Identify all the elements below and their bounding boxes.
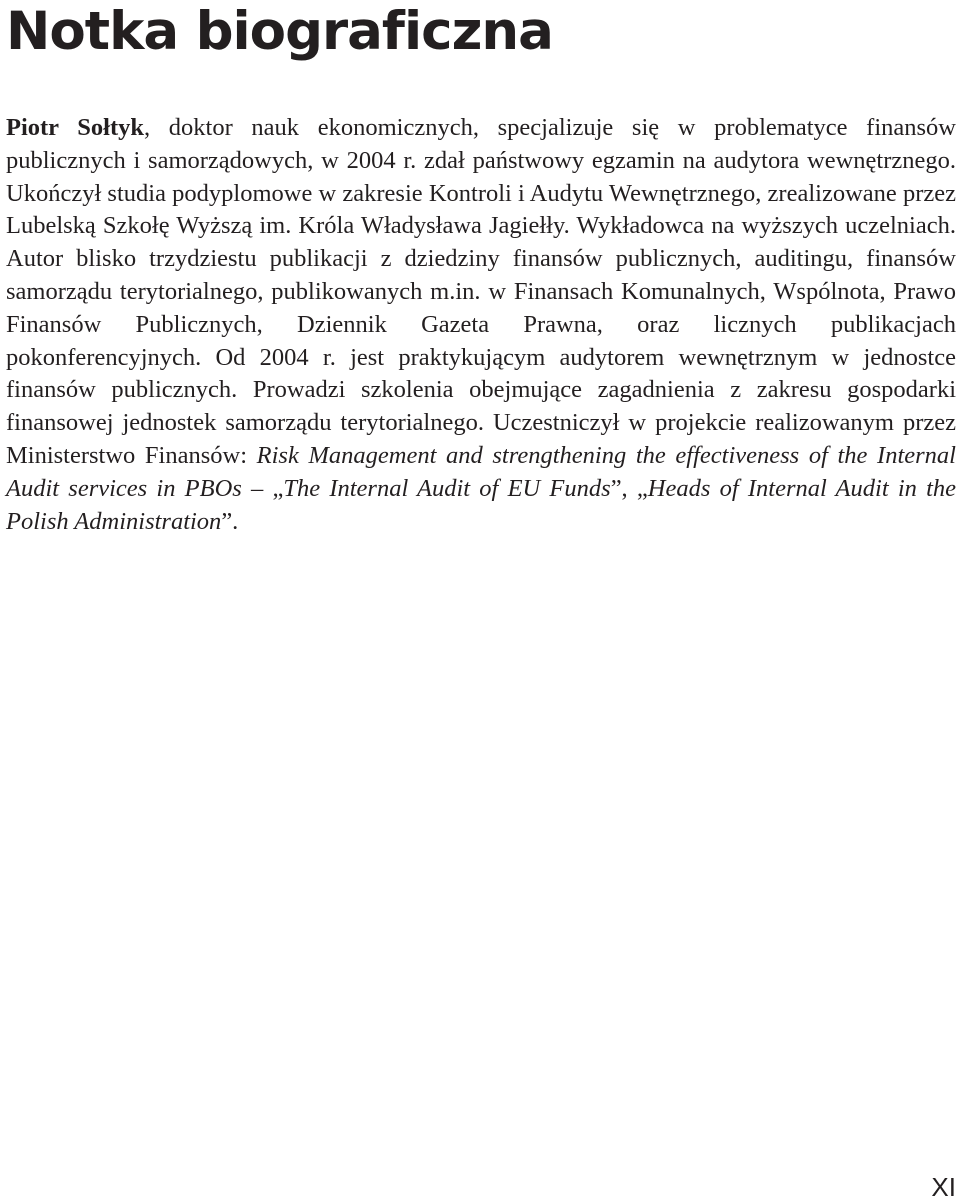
project-title: Risk Management and strengthening the effectiveness of the Internal Audit services in PBOs [6,441,956,502]
author-name: Piotr Sołtyk [6,114,144,141]
project-separator: – „ [241,474,284,502]
page-number: XI [931,1172,956,1202]
bio-text: , doktor nauk ekonomicznych, specjalizuje się w problematyce finansów publicznych i samorządowych, w 2004 r. zdał państwowy egzamin na audytora wewnętrznego. Ukończył studia podyplomowe w zakresie Kontroli i Audytu Wewnętrznego, zrealizowane przez Lubelską Szkołę Wyższą im. Króla Władysława Jagiełły. Wykładowca na wyższych uczelniach. Autor blisko trzydziestu publikacji z dziedziny finansów publicznych, auditingu, finansów samorządu terytorialnego, publikowanych m.in. w Finansach Komunalnych, Wspólnota, Prawo Finansów Publicznych, Dziennik Gazeta Prawna, oraz licznych publikacjach pokonferencyjnych. Od 2004 r. jest praktykującym audytorem wewnętrznym w jednostce finansów publicznych. Prowadzi szkolenia obejmujące zagadnienia z zakresu gospodarki finansowej jednostek samorządu terytorialnego. Uczestniczył w projekcie realizowanym przez Ministerstwo Finansów: [6,114,956,469]
project-separator-2: ”, „ [610,474,648,502]
project-subtitle-eu-funds: The Internal Audit of EU Funds [283,474,611,502]
biography-paragraph [6,112,956,538]
project-subtitle-heads: Heads of Internal Audit in the Polish Administration [6,474,957,535]
page-title: Notka biograficzna [6,1,553,62]
bio-closing: ”. [221,507,239,535]
